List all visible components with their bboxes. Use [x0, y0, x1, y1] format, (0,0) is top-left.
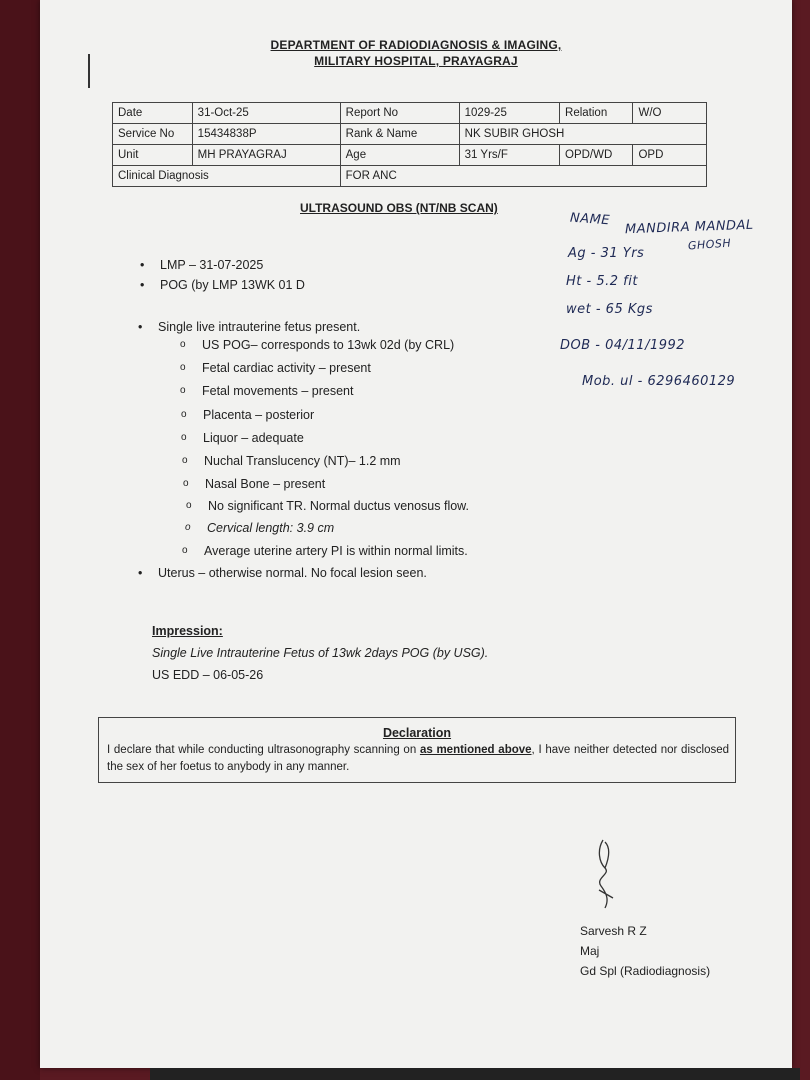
finding-item: o Fetal cardiac activity – present [180, 361, 371, 375]
date-label: Date [113, 103, 193, 124]
opd-label: OPD/WD [560, 145, 633, 166]
clinical-diagnosis-value: FOR ANC [340, 166, 706, 187]
finding-item: o No significant TR. Normal ductus venosus flow. [186, 499, 469, 513]
handwritten-name-label: NAME [569, 210, 611, 229]
report-no-label: Report No [340, 103, 459, 124]
unit-label: Unit [113, 145, 193, 166]
service-no-value: 15434838P [192, 124, 340, 145]
handwritten-name-2: GHOSH [687, 236, 732, 253]
declaration-title: Declaration [382, 726, 452, 740]
date-value: 31-Oct-25 [192, 103, 340, 124]
handwritten-age: Ag - 31 Yrs [568, 246, 645, 261]
finding-item: o US POG– corresponds to 13wk 02d (by CRL) [180, 338, 455, 352]
signatory-name: Sarvesh R Z [580, 924, 647, 938]
declaration-box [98, 717, 736, 783]
declaration-text: I declare that while conducting ultrasonography scanning on as mentioned above, I have neither detected nor disclosed the sex of her foetus to anybody in any manner. [107, 744, 730, 773]
relation-value: W/O [633, 103, 707, 124]
unit-value: MH PRAYAGRAJ [192, 145, 340, 166]
handwritten-weight: wet - 65 Kgs [566, 302, 653, 317]
impression-text: Single Live Intrauterine Fetus of 13wk 2days POG (by USG). [152, 646, 489, 660]
signature-mark [585, 838, 625, 918]
signatory-rank: Maj [580, 944, 600, 958]
finding-item: o Cervical length: 3.9 cm [185, 521, 335, 535]
patient-info-table [112, 102, 707, 187]
uterus-item: • Uterus – otherwise normal. No focal lesion seen. [138, 566, 427, 580]
finding-item: o Nuchal Translucency (NT)– 1.2 mm [182, 454, 401, 468]
bottom-strip [150, 1068, 800, 1080]
clinical-diagnosis-label: Clinical Diagnosis [113, 166, 341, 187]
signatory-block [580, 921, 710, 981]
edd-text: US EDD – 06-05-26 [152, 668, 264, 682]
relation-label: Relation [560, 103, 633, 124]
background-left [0, 0, 40, 1080]
report-paper [40, 0, 792, 1068]
finding-item: o Nasal Bone – present [183, 477, 326, 491]
department-title: DEPARTMENT OF RADIODIAGNOSIS & IMAGING, [270, 38, 562, 52]
hospital-title: MILITARY HOSPITAL, PRAYAGRAJ [314, 54, 518, 68]
signatory-designation: Gd Spl (Radiodiagnosis) [580, 964, 711, 978]
pog-item: • POG (by LMP 13WK 01 D [140, 278, 305, 292]
handwritten-name: MANDIRA MANDAL [624, 217, 754, 238]
single-fetus-item: • Single live intrauterine fetus present. [138, 320, 361, 334]
handwritten-mobile: Mob. ul - 6296460129 [582, 374, 736, 389]
report-title: ULTRASOUND OBS (NT/NB SCAN) [300, 201, 498, 215]
impression-heading: Impression: [152, 624, 223, 638]
report-no-value: 1029-25 [459, 103, 559, 124]
age-label: Age [340, 145, 459, 166]
lmp-item: • LMP – 31-07-2025 [140, 258, 264, 272]
rank-name-label: Rank & Name [340, 124, 459, 145]
handwritten-dob: DOB - 04/11/1992 [560, 338, 686, 353]
rank-name-value: NK SUBIR GHOSH [459, 124, 706, 145]
finding-item: o Liquor – adequate [181, 431, 304, 445]
finding-item: o Placenta – posterior [181, 408, 315, 422]
opd-value: OPD [633, 145, 707, 166]
finding-item: o Fetal movements – present [180, 384, 354, 398]
service-no-label: Service No [113, 124, 193, 145]
finding-item: o Average uterine artery PI is within normal limits. [182, 544, 468, 558]
handwritten-height: Ht - 5.2 fit [566, 274, 638, 289]
age-value: 31 Yrs/F [459, 145, 559, 166]
